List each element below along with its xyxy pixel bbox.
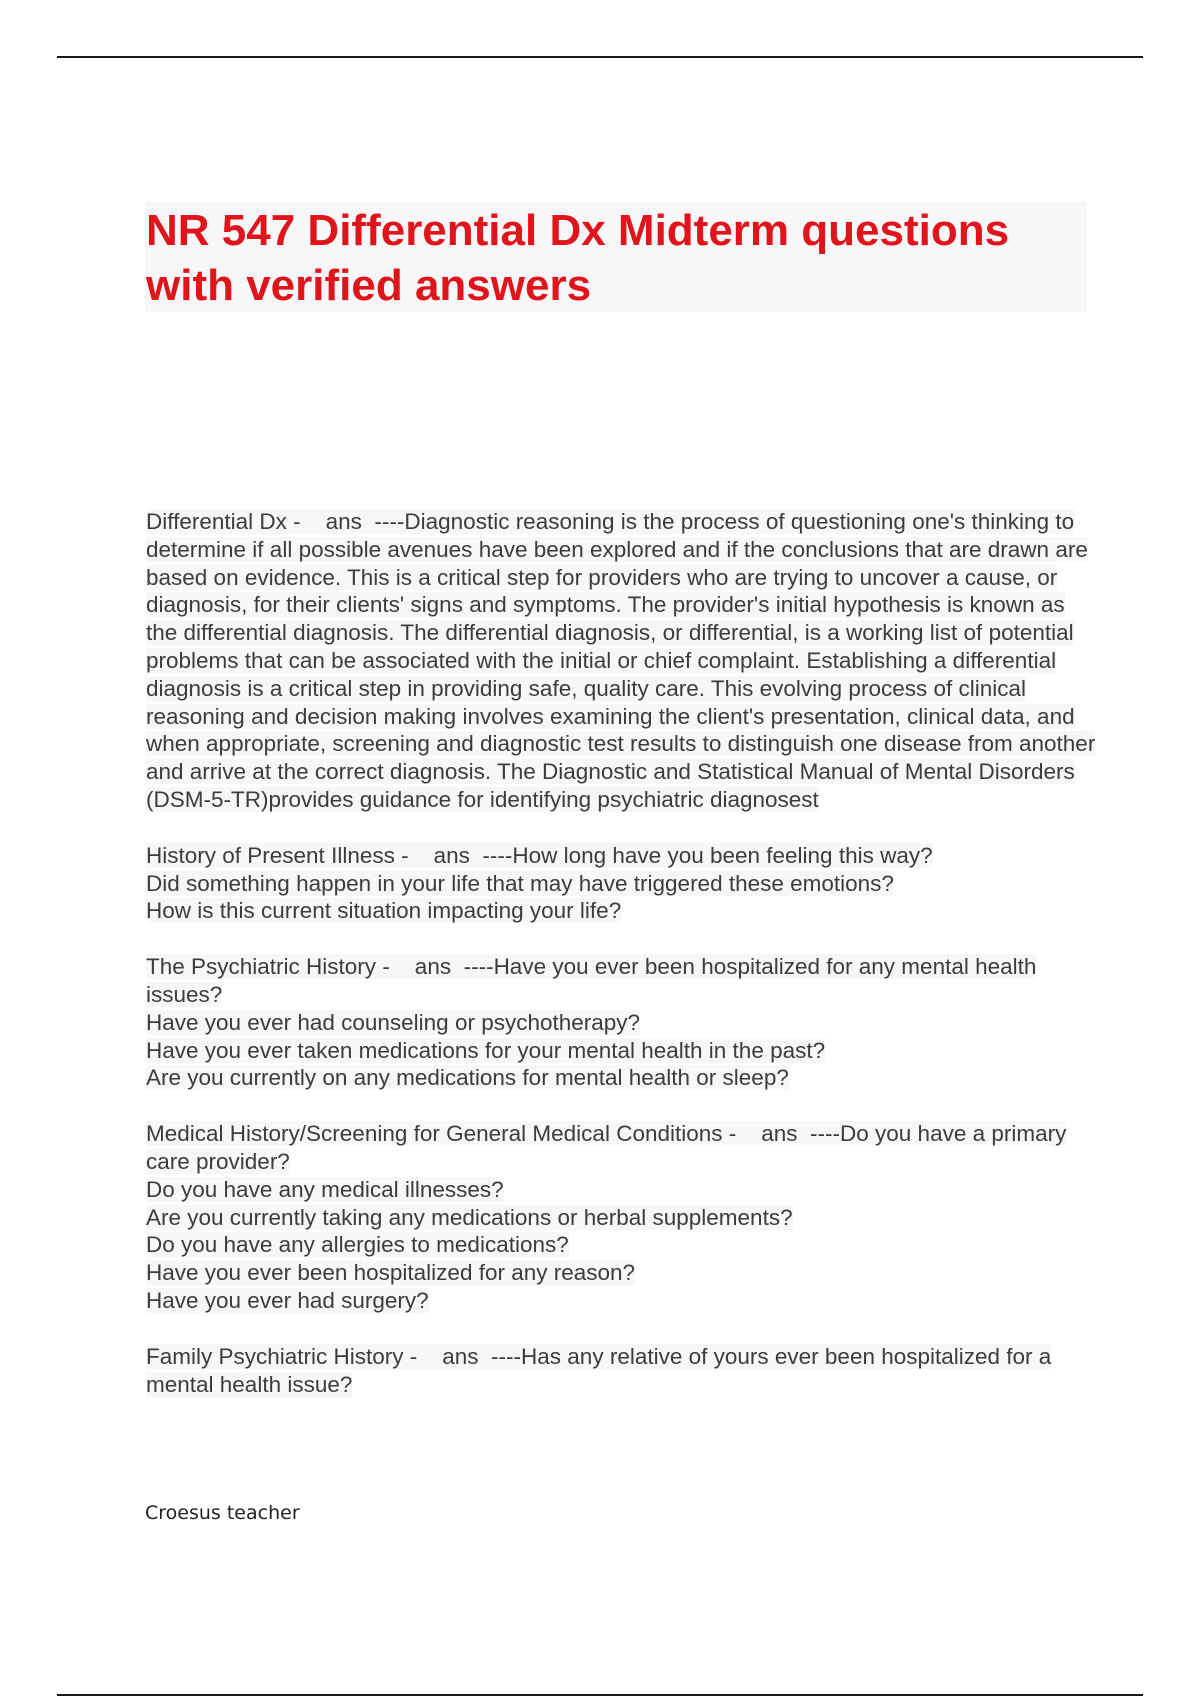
qa-answer-line: Diagnostic reasoning is the process of questioning one's thinking to determine if all possible avenues have been explored and if the conclusions that are drawn are based on evidence. This is a critical step for providers who are trying to uncover a cause, or diagnosis, for their clients' signs and symptoms. The provider's initial hypothesis is known as the differential diagnosis. The differential diagnosis, or differential, is a working list of potential problems that can be associated with the initial or chief complaint. Establishing a differential diagnosis is a critical step in providing safe, quality care. This evolving process of clinical reasoning and decision making involves examining the client's presentation, clinical data, and when appropriate, screening and diagnostic test results to distinguish one disease from another and arrive at the correct diagnosis. The Diagnostic and Statistical Manual of Mental Disorders (DSM-5-TR)provides guidance for identifying psychiatric diagnosest: [146, 509, 1096, 812]
qa-answer-line: Did something happen in your life that may have triggered these emotions?: [146, 870, 894, 896]
qa-highlight: [146, 843, 933, 924]
qa-entry-history-present-illness: [146, 842, 1096, 925]
qa-term: The Psychiatric History: [146, 954, 377, 980]
document-title: NR 547 Differential Dx Midterm questions with verified answers: [146, 206, 1010, 310]
qa-answer-line: Have you ever had surgery?: [146, 1287, 429, 1313]
qa-term: History of Present Illness: [146, 842, 395, 868]
qa-content: [146, 508, 1096, 1426]
qa-highlight: [146, 509, 1095, 812]
qa-separator: - ans ----: [403, 1343, 522, 1369]
qa-highlight: [146, 1344, 1051, 1397]
qa-term: Family Psychiatric History: [146, 1343, 404, 1369]
qa-separator: - ans ----: [722, 1121, 841, 1147]
qa-answer-line: How is this current situation impacting your life?: [146, 898, 622, 924]
qa-entry-medical-history: [146, 1120, 1096, 1315]
qa-separator: - ans ----: [376, 954, 494, 980]
qa-entry-family-psychiatric-history: [146, 1343, 1096, 1399]
qa-answer-line: Do you have any allergies to medications?: [146, 1232, 569, 1258]
top-rule: [57, 56, 1143, 58]
qa-answer-line: Do you have a primary care provider?: [146, 1121, 1067, 1174]
qa-answer-line: Have you ever been hospitalized for any reason?: [146, 1260, 636, 1286]
qa-entry-differential-dx: [146, 508, 1096, 814]
bottom-rule: [57, 1694, 1143, 1696]
qa-term: Differential Dx: [146, 509, 287, 534]
qa-answer-line: Have you ever had counseling or psychotherapy?: [146, 1009, 641, 1035]
qa-entry-psychiatric-history: [146, 953, 1096, 1092]
qa-answer-line: How long have you been feeling this way?: [512, 842, 933, 868]
qa-answer-line: Have you ever taken medications for your mental health in the past?: [146, 1037, 826, 1063]
qa-term: Medical History/Screening for General Medical Conditions: [146, 1121, 723, 1147]
qa-answer-line: Are you currently on any medications for mental health or sleep?: [146, 1065, 789, 1091]
footer-author: Croesus teacher: [145, 1502, 300, 1524]
qa-answer-line: Do you have any medical illnesses?: [146, 1176, 504, 1202]
qa-answer-line: Has any relative of yours ever been hospitalized for a mental health issue?: [146, 1343, 1052, 1397]
qa-highlight: [146, 1121, 1066, 1313]
qa-answer-line: Have you ever been hospitalized for any mental health issues?: [146, 954, 1037, 1007]
qa-answer-line: Are you currently taking any medications or herbal supplements?: [146, 1204, 793, 1230]
qa-separator: - ans ----: [394, 842, 513, 868]
qa-separator: - ans ----: [286, 509, 405, 534]
qa-highlight: [146, 954, 1036, 1090]
